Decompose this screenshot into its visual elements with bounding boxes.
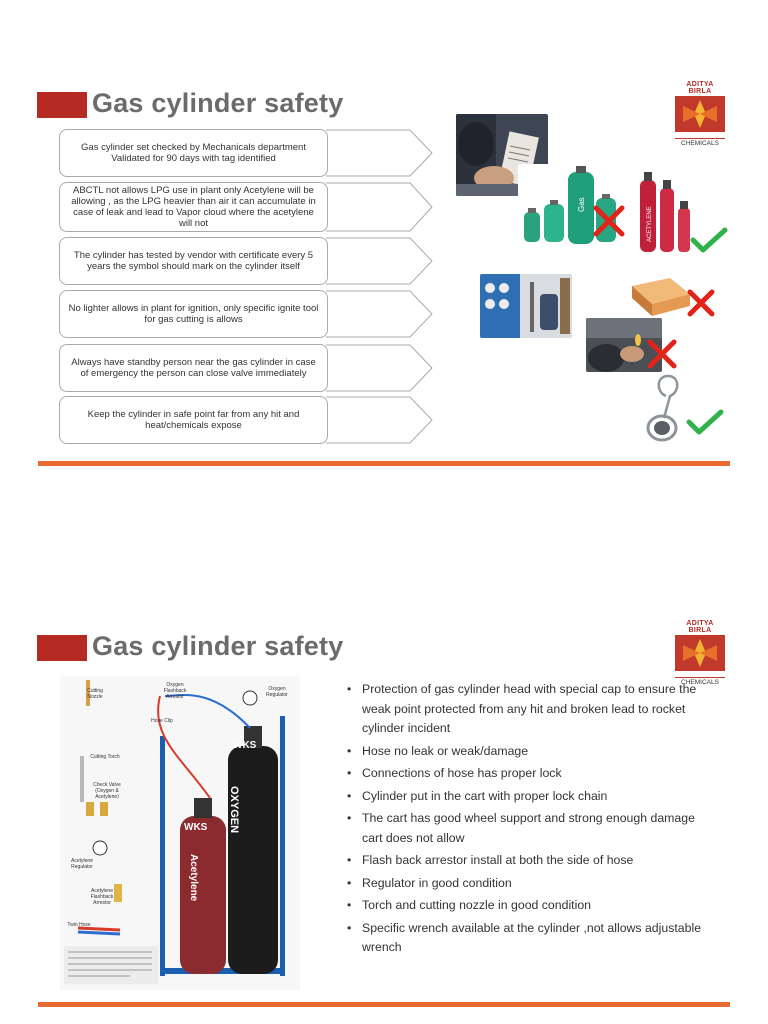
- logo-brand-text: ADITYA BIRLA: [686, 620, 714, 634]
- safety-checklist: [344, 680, 716, 961]
- check-mark-icon: [686, 408, 724, 436]
- label-twin-hose: Twin Hose: [67, 922, 91, 928]
- cross-mark-icon: [686, 288, 716, 318]
- gas-cutting-set-diagram: [60, 676, 300, 990]
- step-box: Keep the cylinder in safe point far from any hit and heat/chemicals expose: [59, 396, 328, 444]
- chevron-arrow-icon: [326, 290, 434, 338]
- title-accent-bar: [37, 635, 87, 661]
- step-box: No lighter allows in plant for ignition, only specific ignite tool for gas cutting is allows: [59, 290, 328, 338]
- label-acetylene-arrestor: Acetylene Flashback Arrestor: [90, 888, 114, 906]
- logo-mark-icon: [675, 635, 725, 671]
- oxygen-wks-mark: WKS: [233, 740, 257, 751]
- footer-divider: [38, 461, 730, 466]
- label-cutting-nozzle: Cutting Nozzle: [87, 688, 103, 700]
- logo-sub-text: CHEMICALS: [675, 677, 725, 686]
- label-acetylene-regulator: Acetylene Regulator: [71, 858, 93, 870]
- label-oxygen-regulator: Oxygen Regulator: [266, 686, 288, 698]
- slide-2: [0, 540, 768, 1024]
- cutting-set-illustration: [60, 676, 300, 990]
- oxygen-cylinder-label: OXYGEN: [228, 786, 240, 834]
- list-item: • Hose no leak or weak/damage: [344, 742, 716, 762]
- lpg-brand-text: Gas: [577, 197, 586, 212]
- label-hose-clip: Hose Clip: [151, 718, 173, 724]
- label-cutting-torch: Cutting Torch: [90, 754, 120, 760]
- step-box: ABCTL not allows LPG use in plant only Acetylene will be allowing , as the LPG heavier than air it can accumulate in case of leak and lead to Vapor cloud where the acetylene will not: [59, 182, 328, 232]
- chevron-arrow-icon: [326, 237, 434, 285]
- acetylene-cylinder-label: Acetylene: [188, 854, 199, 902]
- chevron-arrow-icon: [326, 129, 434, 177]
- list-item: • Specific wrench available at the cylinder ,not allows adjustable wrench: [344, 919, 716, 958]
- cylinder-test-equipment-photo: [480, 274, 572, 338]
- aditya-birla-logo: [675, 620, 725, 686]
- page-title: Gas cylinder safety: [92, 88, 344, 118]
- footer-divider: [38, 1002, 730, 1007]
- list-item: • Connections of hose has proper lock: [344, 764, 716, 784]
- list-item: • Torch and cutting nozzle in good condition: [344, 896, 716, 916]
- list-item: • Flash back arrestor install at both the side of hose: [344, 851, 716, 871]
- step-box: The cylinder has tested by vendor with certificate every 5 years the symbol should mark on the cylinder itself: [59, 237, 328, 285]
- logo-mark-icon: [675, 96, 725, 132]
- page-title: Gas cylinder safety: [92, 631, 344, 661]
- chevron-arrow-icon: [326, 182, 434, 232]
- cross-mark-icon: [592, 204, 626, 238]
- list-item: • Cylinder put in the cart with proper lock chain: [344, 787, 716, 807]
- list-item: • Regulator in good condition: [344, 874, 716, 894]
- cross-mark-icon: [646, 338, 678, 370]
- step-box: Gas cylinder set checked by Mechanicals department Validated for 90 days with tag identified: [59, 129, 328, 177]
- logo-brand-text: ADITYA BIRLA: [686, 81, 714, 95]
- acetylene-cylinders-image: [636, 168, 694, 254]
- aditya-birla-logo: [675, 81, 725, 147]
- acetylene-label-text: ACETYLENE: [647, 206, 653, 242]
- chevron-arrow-icon: [326, 396, 434, 444]
- list-item: • Protection of gas cylinder head with special cap to ensure the weak point protected from any hit and broken lead to rocket cylinder incident: [344, 680, 716, 739]
- logo-sub-text: CHEMICALS: [675, 138, 725, 147]
- slide-1: [0, 0, 768, 470]
- title-accent-bar: [37, 92, 87, 118]
- label-oxygen-arrestor: Oxygen Flashback Arrestor: [163, 682, 187, 700]
- acetylene-wks-mark: WKS: [184, 822, 208, 833]
- check-mark-icon: [690, 226, 728, 254]
- label-check-valve: Check Valve (Oxygen & Acetylene): [93, 782, 121, 800]
- chevron-arrow-icon: [326, 344, 434, 392]
- step-box: Always have standby person near the gas cylinder in case of emergency the person can close valve immediately: [59, 344, 328, 392]
- list-item: • The cart has good wheel support and strong enough damage cart does not allow: [344, 809, 716, 848]
